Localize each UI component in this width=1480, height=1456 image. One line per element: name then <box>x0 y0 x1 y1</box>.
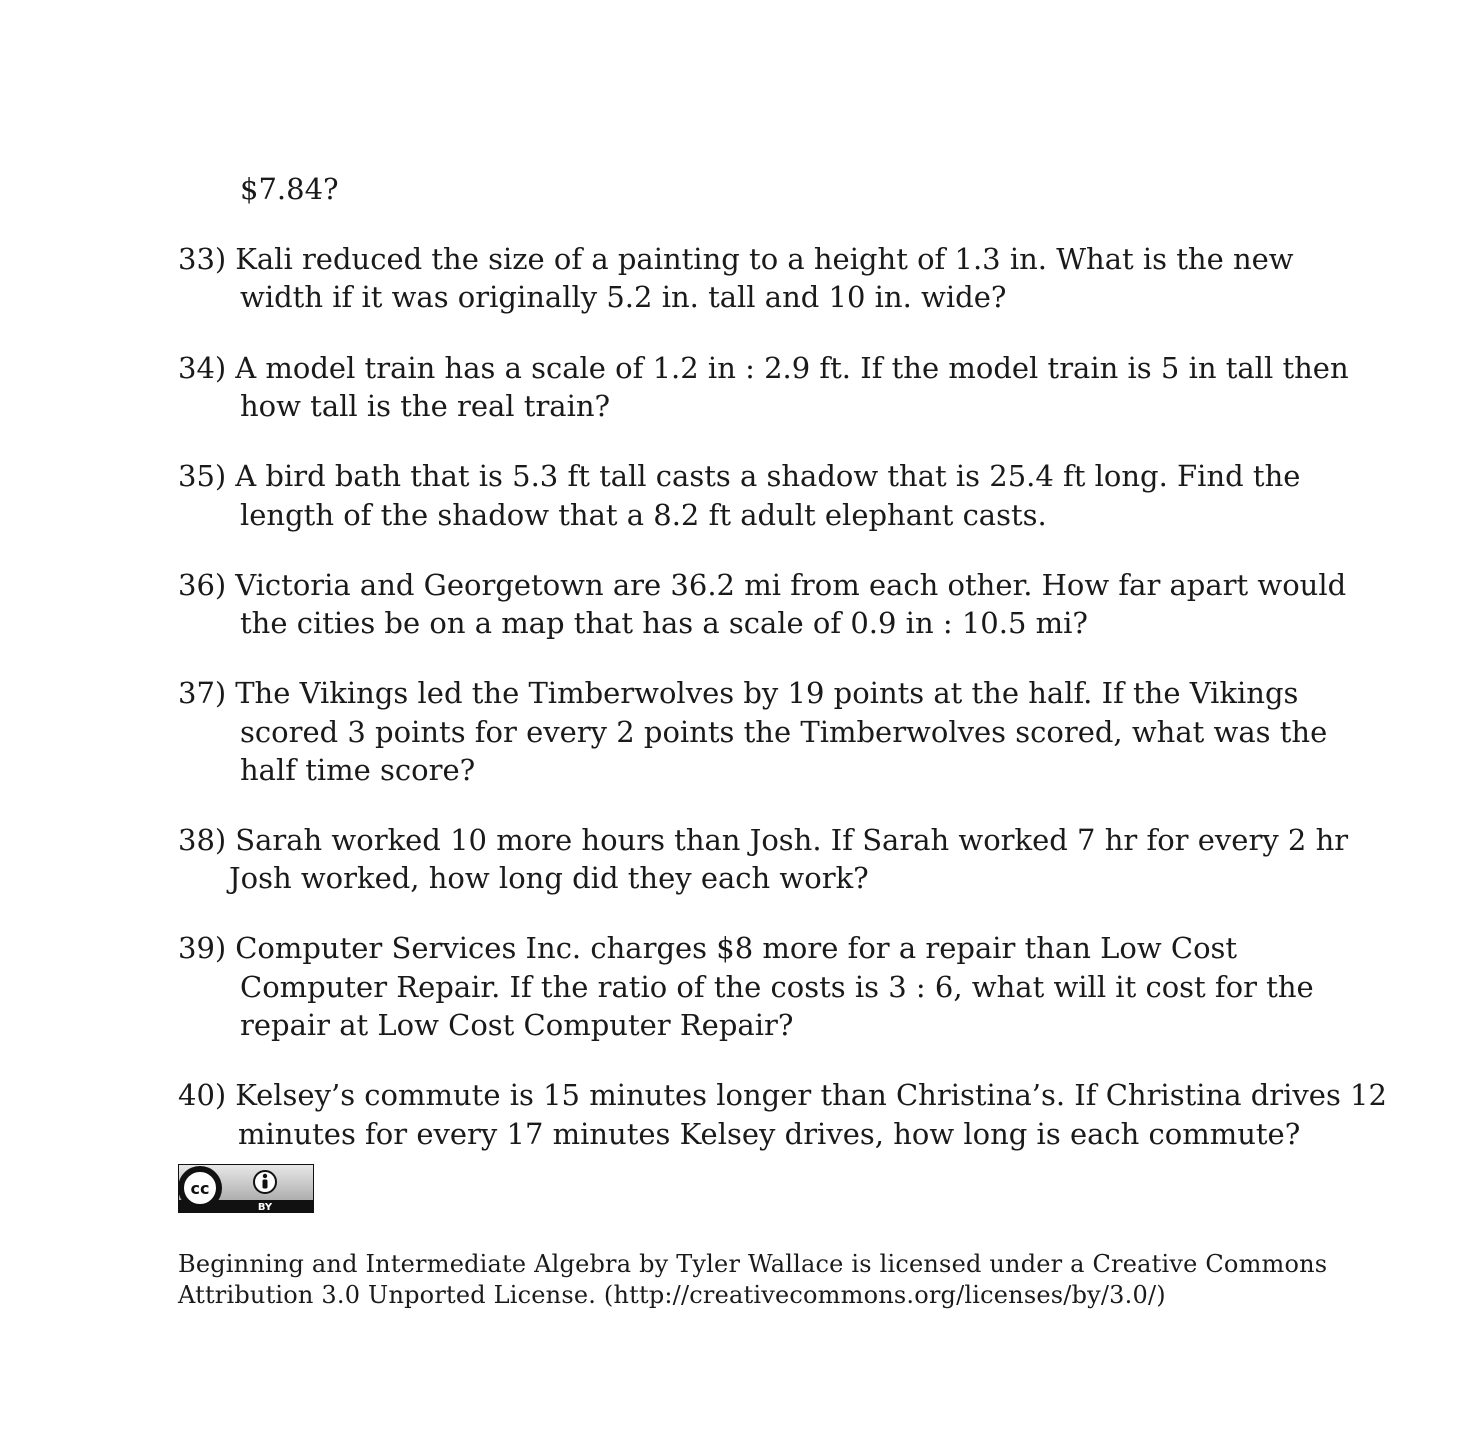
problem-39-line-2: Computer Repair. If the ratio of the costs is 3 : 6, what will it cost for the <box>240 970 1314 1004</box>
problem-38-line-1 <box>178 821 1348 859</box>
problem-34-line-2: how tall is the real train? <box>240 389 611 423</box>
problem-text: The Vikings led the Timberwolves by 19 points at the half. If the Vikings <box>235 676 1299 710</box>
cc-icon: cc <box>190 1179 210 1198</box>
problem-33-line-1 <box>178 240 1294 278</box>
problem-35-line-1 <box>178 457 1300 495</box>
problem-number: 37) <box>178 676 227 710</box>
problem-text: A model train has a scale of 1.2 in : 2.9 ft. If the model train is 5 in tall then <box>235 351 1349 385</box>
license-line-1: Beginning and Intermediate Algebra by Tyler Wallace is licensed under a Creative Commons <box>178 1250 1328 1278</box>
problem-number: 40) <box>178 1078 227 1112</box>
problem-text: Victoria and Georgetown are 36.2 mi from each other. How far apart would <box>235 568 1347 602</box>
problem-39-line-3: repair at Low Cost Computer Repair? <box>240 1008 794 1042</box>
license-line-2: Attribution 3.0 Unported License. (http://creativecommons.org/licenses/by/3.0/) <box>178 1281 1166 1309</box>
problem-text: Kali reduced the size of a painting to a height of 1.3 in. What is the new <box>235 242 1294 276</box>
problem-34-line-1 <box>178 349 1349 387</box>
problem-35-line-2: length of the shadow that a 8.2 ft adult elephant casts. <box>240 498 1047 532</box>
problem-40-line-2: minutes for every 17 minutes Kelsey drives, how long is each commute? <box>238 1117 1301 1151</box>
attribution-person-icon <box>254 1171 276 1193</box>
problem-36-line-1 <box>178 566 1346 604</box>
problem-number: 38) <box>178 823 227 857</box>
cc-by-license-badge <box>178 1164 314 1213</box>
by-label: BY <box>257 1202 273 1213</box>
continuation-text: $7.84? <box>240 172 339 206</box>
problem-39-line-1 <box>178 929 1237 967</box>
problem-number: 35) <box>178 459 227 493</box>
problem-38-line-2: Josh worked, how long did they each work? <box>229 861 869 895</box>
problem-33-line-2: width if it was originally 5.2 in. tall and 10 in. wide? <box>240 280 1007 314</box>
problem-number: 36) <box>178 568 227 602</box>
problem-number: 33) <box>178 242 227 276</box>
problem-40-line-1 <box>178 1076 1387 1114</box>
problem-number: 34) <box>178 351 227 385</box>
problem-36-line-2: the cities be on a map that has a scale of 0.9 in : 10.5 mi? <box>240 606 1088 640</box>
problem-37-line-2: scored 3 points for every 2 points the Timberwolves scored, what was the <box>240 715 1328 749</box>
problem-number: 39) <box>178 931 227 965</box>
problem-text: A bird bath that is 5.3 ft tall casts a shadow that is 25.4 ft long. Find the <box>235 459 1301 493</box>
problem-text: Sarah worked 10 more hours than Josh. If Sarah worked 7 hr for every 2 hr <box>235 823 1349 857</box>
problem-37-line-3: half time score? <box>240 753 476 787</box>
problem-text: Kelsey’s commute is 15 minutes longer than Christina’s. If Christina drives 12 <box>235 1078 1387 1112</box>
problem-37-line-1 <box>178 674 1298 712</box>
problem-text: Computer Services Inc. charges $8 more for a repair than Low Cost <box>235 931 1238 965</box>
